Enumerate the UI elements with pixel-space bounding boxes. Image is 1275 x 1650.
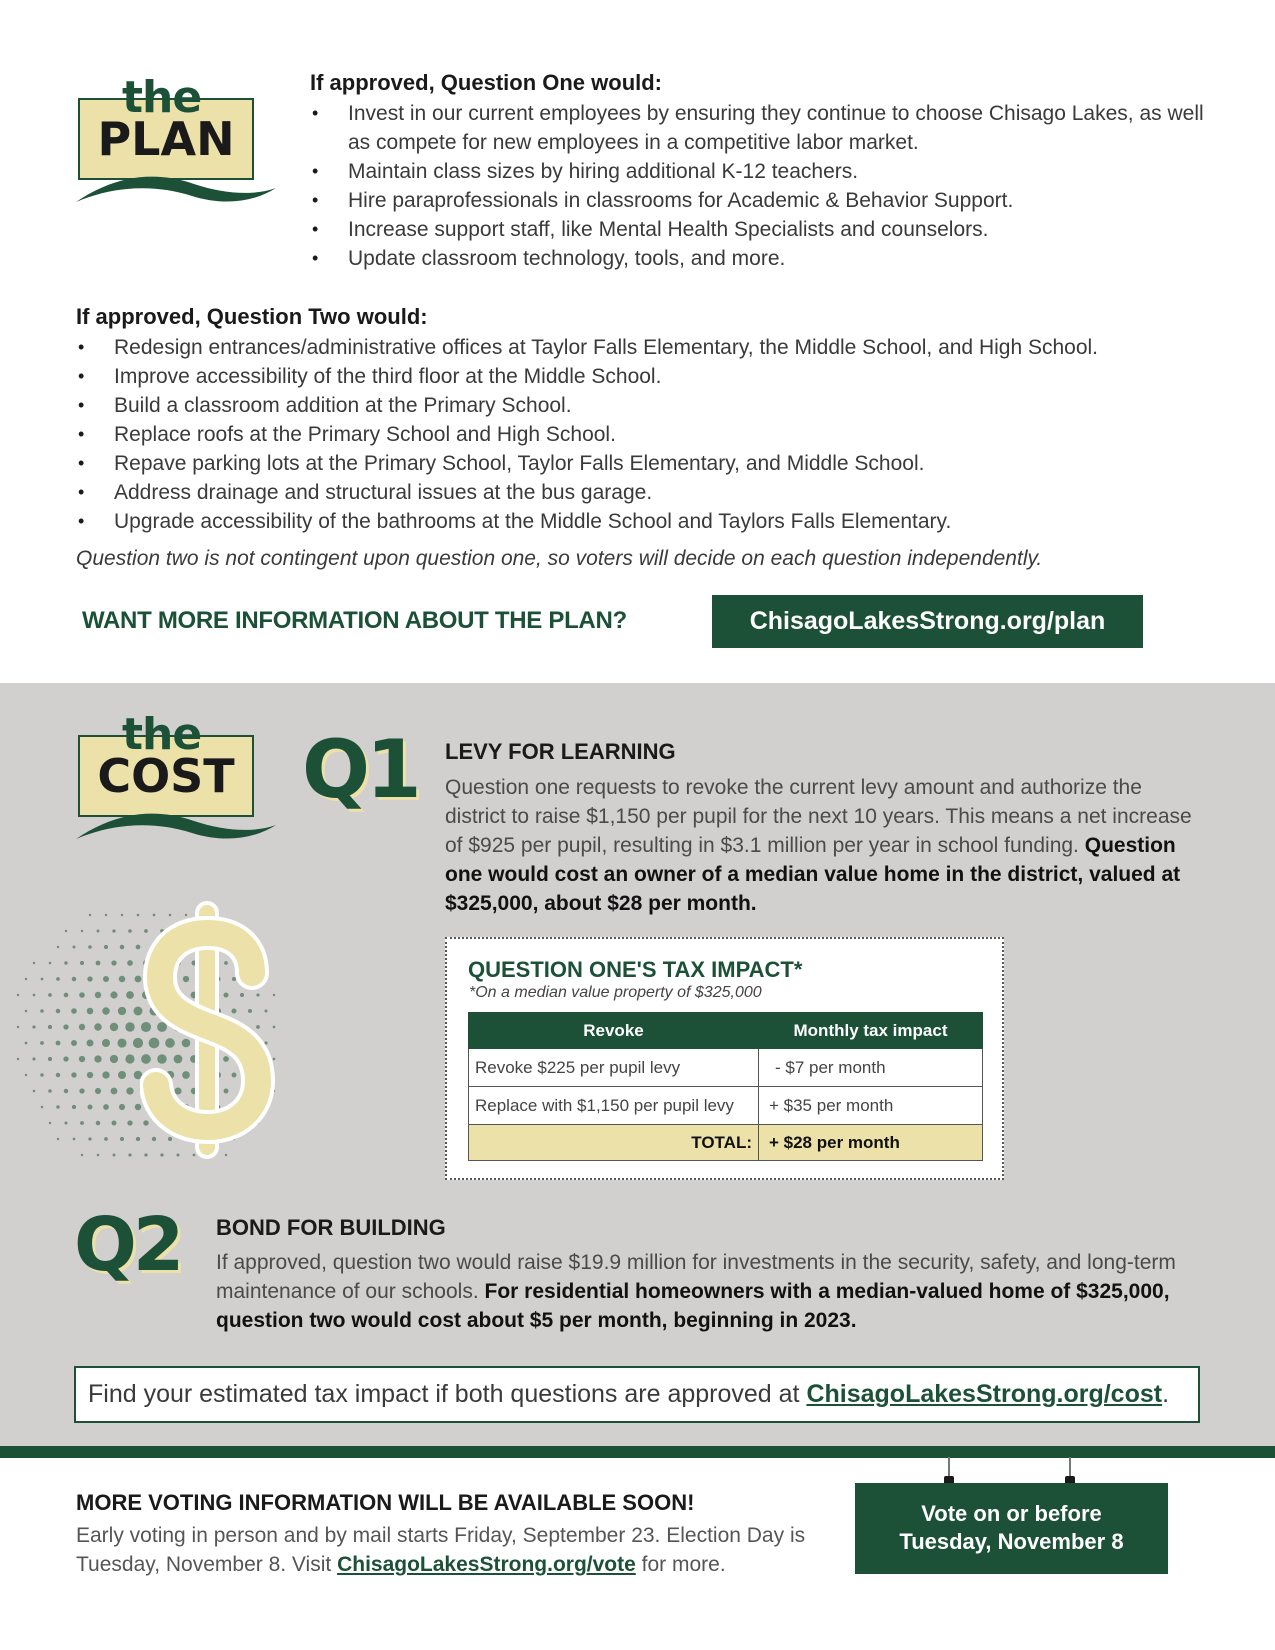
question-two-list [76, 333, 1236, 536]
halftone-dot [97, 1154, 100, 1157]
column-header: Revoke [469, 1013, 759, 1049]
cost-url-link[interactable]: ChisagoLakesStrong.org/cost [806, 1380, 1163, 1408]
list-item: • Upgrade accessibility of the bathrooms at the Middle School and Taylors Falls Elementary. [76, 507, 1236, 536]
halftone-dot [32, 1057, 35, 1060]
voting-heading: MORE VOTING INFORMATION WILL BE AVAILABLE SOON! [76, 1490, 695, 1515]
halftone-dot [96, 961, 101, 966]
halftone-dot [56, 1041, 61, 1046]
vote-date-sign [855, 1483, 1168, 1574]
q2-bold-text: For residential homeowners with a median-valued home of $325,000, question two would cost about $5 per month, beginning in 2023. [216, 1280, 1170, 1332]
halftone-dot [128, 929, 132, 933]
list-item: • Increase support staff, like Mental Health Specialists and counselors. [310, 215, 1210, 244]
halftone-dot [120, 945, 125, 950]
halftone-dot [96, 1121, 100, 1125]
halftone-dot [71, 1072, 76, 1077]
halftone-dot [127, 1120, 132, 1125]
question-one-list [310, 99, 1210, 273]
table-total-row [469, 1125, 983, 1161]
halftone-dot [104, 945, 108, 949]
table-cell: Revoke $225 per pupil levy [469, 1049, 759, 1087]
halftone-dot [56, 1073, 60, 1077]
halftone-dot [79, 1024, 85, 1030]
halftone-dot [48, 1057, 52, 1061]
halftone-dot [117, 1038, 126, 1047]
table-cell: Replace with $1,150 per pupil levy [469, 1087, 759, 1125]
halftone-dot [87, 1072, 93, 1078]
halftone-dot [88, 945, 92, 949]
halftone-dot [118, 1007, 126, 1015]
halftone-dot [95, 992, 101, 998]
halftone-dot [79, 992, 85, 998]
halftone-dot [137, 914, 140, 917]
halftone-dot [79, 1056, 85, 1062]
table-header-row [469, 1013, 983, 1049]
halftone-dot [63, 1056, 68, 1061]
halftone-dot [64, 1121, 67, 1124]
find-text: Find your estimated tax impact if both questions are approved at [88, 1380, 800, 1408]
halftone-dot [89, 914, 91, 916]
halftone-dot [125, 1054, 134, 1063]
halftone-dot [88, 1105, 93, 1110]
halftone-dot [41, 1106, 44, 1109]
halftone-dot [80, 961, 84, 965]
halftone-dot [125, 1022, 134, 1031]
halftone-dot [25, 978, 27, 980]
halftone-dot [40, 1073, 43, 1076]
table-cell: - $7 per month [759, 1049, 983, 1087]
halftone-dot [126, 1087, 133, 1094]
halftone-dot [80, 1121, 84, 1125]
list-item: • Invest in our current employees by ensuring they continue to choose Chisago Lakes, as well as compete for new employees in a competitive labor market. [310, 99, 1210, 157]
tax-impact-table [468, 1012, 983, 1161]
vote-sign-line-2: Tuesday, November 8 [899, 1529, 1124, 1554]
halftone-dot [17, 1026, 19, 1028]
halftone-dot [87, 976, 92, 981]
halftone-dot [119, 976, 126, 983]
q2-badge: Q2 [74, 1202, 181, 1288]
q1-title: LEVY FOR LEARNING [445, 739, 676, 764]
halftone-dot [73, 1138, 76, 1141]
question-two-heading: If approved, Question Two would: [76, 304, 428, 329]
halftone-dot [64, 993, 69, 998]
halftone-dot [48, 1089, 52, 1093]
halftone-dot [56, 977, 60, 981]
find-end: . [1162, 1380, 1170, 1408]
list-item: • Hire paraprofessionals in classrooms for Academic & Behavior Support. [310, 186, 1210, 215]
table-row [469, 1049, 983, 1087]
halftone-dot [41, 978, 44, 981]
vote-url-link[interactable]: ChisagoLakesStrong.org/vote [337, 1553, 636, 1576]
table-cell: + $35 per month [759, 1087, 983, 1125]
plan-url-link[interactable]: ChisagoLakesStrong.org/plan [712, 595, 1143, 648]
voting-text [76, 1521, 836, 1579]
halftone-dot [33, 1090, 36, 1093]
halftone-dot [57, 1138, 59, 1140]
halftone-dot [33, 962, 35, 964]
halftone-dot [32, 1025, 35, 1028]
list-item: • Redesign entrances/administrative offices at Taylor Falls Elementary, the Middle School, and High School. [76, 333, 1236, 362]
halftone-dot [25, 1010, 28, 1013]
halftone-dot [57, 946, 59, 948]
halftone-dot [110, 1055, 118, 1063]
list-item: • Improve accessibility of the third floor at the Middle School. [76, 362, 1236, 391]
list-item: • Repave parking lots at the Primary School, Taylor Falls Elementary, and Middle School. [76, 449, 1236, 478]
halftone-dot [81, 930, 83, 932]
plan-logo-swoosh [74, 172, 279, 212]
divider-bar [0, 1446, 1275, 1458]
halftone-dot [103, 1104, 109, 1110]
tax-impact-box [445, 937, 1004, 1180]
halftone-dot [126, 991, 134, 999]
q1-description [445, 773, 1205, 918]
vote-sign-line-1: Vote on or before [921, 1501, 1102, 1526]
halftone-dot [49, 962, 52, 965]
halftone-dot [102, 1007, 109, 1014]
halftone-dot [71, 1040, 77, 1046]
halftone-dot [105, 914, 107, 916]
halftone-dot [64, 1089, 68, 1093]
list-item: • Replace roofs at the Primary School and High School. [76, 420, 1236, 449]
cost-logo [74, 709, 279, 853]
halftone-dot [40, 1041, 44, 1045]
halftone-dot [63, 1024, 68, 1029]
list-item: • Address drainage and structural issues at the bus garage. [76, 478, 1236, 507]
halftone-dot [87, 1040, 94, 1047]
halftone-dot [112, 1121, 117, 1126]
plan-logo-the: the [122, 72, 202, 123]
halftone-dot [79, 1088, 84, 1093]
cost-logo-swoosh [74, 809, 279, 849]
tax-impact-title: QUESTION ONE'S TAX IMPACT* [468, 957, 803, 982]
find-tax-impact-box [74, 1366, 1200, 1423]
halftone-dot [72, 977, 77, 982]
halftone-dot [113, 1154, 116, 1157]
q2-description [216, 1248, 1206, 1335]
halftone-dot [49, 1122, 51, 1124]
halftone-dot [25, 1042, 28, 1045]
halftone-dot [112, 929, 115, 932]
list-item: • Update classroom technology, tools, and more. [310, 244, 1210, 273]
halftone-dot [56, 1105, 59, 1108]
halftone-dot [94, 1023, 101, 1030]
voting-body: Early voting in person and by mail starts Friday, September 23. Election Day is Tuesday, November 8. Visit [76, 1524, 806, 1576]
list-item: • Maintain class sizes by hiring additional K-12 teachers. [310, 157, 1210, 186]
halftone-dot [103, 976, 109, 982]
total-value: + $28 per month [759, 1125, 983, 1161]
halftone-dot [95, 1088, 101, 1094]
halftone-dot [104, 1137, 108, 1141]
halftone-dot [88, 1137, 91, 1140]
halftone-dot [110, 991, 117, 998]
total-label: TOTAL: [469, 1125, 759, 1161]
halftone-dot [121, 914, 123, 916]
column-header: Monthly tax impact [759, 1013, 983, 1049]
q1-text: Question one requests to revoke the current levy amount and authorize the district to raise $1,150 per pupil for the next 10 years. This means a net increase of $925 per pupil, resulting in $3.1 million per year in school funding. [445, 776, 1192, 857]
q2-title: BOND FOR BUILDING [216, 1215, 446, 1240]
dollar-sign-icon [140, 895, 280, 1165]
halftone-dot [102, 1039, 110, 1047]
halftone-dot [71, 1008, 77, 1014]
tax-impact-subtitle: *On a median value property of $325,000 [469, 984, 762, 1001]
question-one-heading: If approved, Question One would: [310, 70, 663, 95]
halftone-dot [97, 930, 100, 933]
cost-logo-word: COST [97, 749, 235, 803]
halftone-dot [72, 1105, 76, 1109]
plan-logo-word: PLAN [97, 112, 235, 166]
halftone-dot [119, 1104, 125, 1110]
table-row [469, 1087, 983, 1125]
halftone-dot [102, 1071, 109, 1078]
halftone-dot [64, 961, 67, 964]
halftone-dot [118, 1071, 126, 1079]
halftone-dot [40, 1009, 44, 1013]
halftone-dot [17, 1058, 19, 1060]
halftone-dot [94, 1055, 101, 1062]
halftone-dot [127, 960, 133, 966]
halftone-dot [110, 1023, 118, 1031]
q1-bold-text: Question one would cost an owner of a median value home in the district, valued at $325,000, about $28 per month. [445, 834, 1181, 915]
list-item: • Build a classroom addition at the Primary School. [76, 391, 1236, 420]
q1-badge: Q1 [302, 723, 418, 816]
independence-note: Question two is not contingent upon question one, so voters will decide on each question independently. [76, 547, 1043, 570]
halftone-dot [56, 1009, 61, 1014]
halftone-dot [48, 1025, 52, 1029]
halftone-dot [48, 993, 52, 997]
q2-text: If approved, question two would raise $19.9 million for investments in the security, safety, and long-term maintenance of our schools. [216, 1251, 1176, 1303]
halftone-dot [111, 1088, 118, 1095]
voting-end: for more. [641, 1553, 726, 1576]
halftone-dot [33, 994, 36, 997]
plan-logo [74, 72, 279, 216]
halftone-dot [65, 930, 67, 932]
halftone-dot [81, 1154, 83, 1156]
halftone-dot [128, 1153, 131, 1156]
halftone-dot [73, 946, 76, 949]
halftone-dot [120, 1137, 124, 1141]
halftone-dot [87, 1008, 94, 1015]
more-info-label: WANT MORE INFORMATION ABOUT THE PLAN? [82, 607, 627, 634]
halftone-dot [25, 1074, 27, 1076]
halftone-dot [17, 994, 19, 996]
cost-logo-the: the [122, 709, 202, 760]
halftone-dot [111, 960, 116, 965]
